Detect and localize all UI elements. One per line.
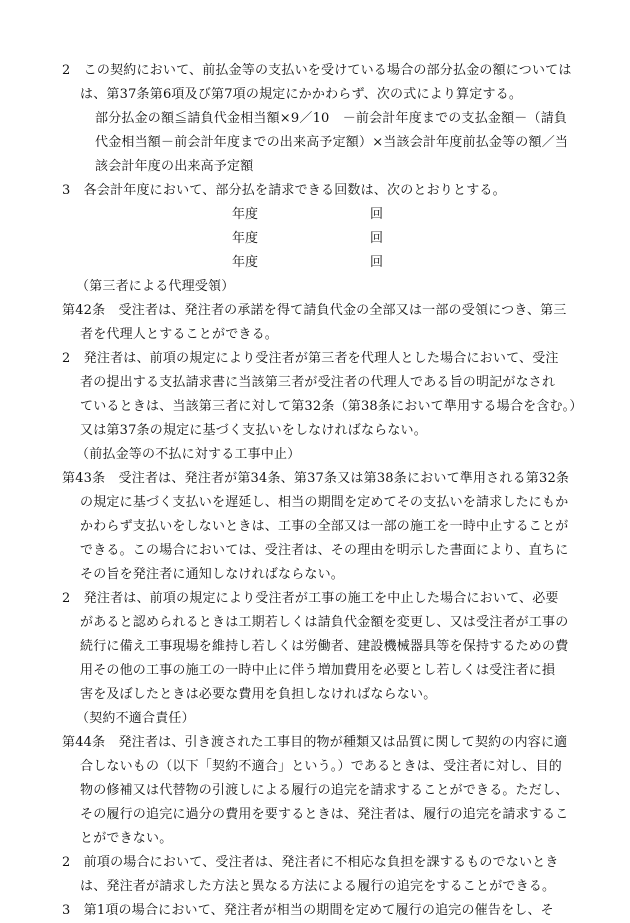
table-row xyxy=(0,227,630,251)
text-line: 合しないもの（以下「契約不適合」という。）であるときは、受注者に対し、目的 xyxy=(80,759,562,774)
times-cell: 回 xyxy=(370,255,384,270)
year-cell: 年度 xyxy=(232,255,259,270)
article-44-paragraph-3: 3 第1項の場合において、発注者が相当の期間を定めて履行の追完の催告をし、そ xyxy=(62,903,554,918)
text-line: 2 前項の場合において、受注者は、発注者に不相応な負担を課するものでないとき xyxy=(62,855,559,870)
text-line: があると認められるときは工期若しくは請負代金額を変更し、又は受注者が工事の xyxy=(80,615,569,630)
table-row xyxy=(0,251,630,275)
times-cell: 回 xyxy=(370,207,384,222)
text-line: ているときは、当該第三者に対して第32条（第38条において準用する場合を含む。） xyxy=(80,399,583,414)
year-cell: 年度 xyxy=(232,207,259,222)
article-42-heading: （第三者による代理受領） xyxy=(76,279,235,294)
text-line: その履行の追完に過分の費用を要するときは、発注者は、履行の追完を請求するこ xyxy=(80,807,569,822)
formula-line: 該会計年度の出来高予定額 xyxy=(95,159,254,174)
text-line: は、第37条第6項及び第7項の規定にかかわらず、次の式により算定する。 xyxy=(80,87,523,102)
times-cell: 回 xyxy=(370,231,384,246)
text-line: 物の修補又は代替物の引渡しによる履行の追完を請求することができる。ただし、 xyxy=(80,783,569,798)
text-line: の規定に基づく支払いを遅延し、相当の期間を定めてその支払いを請求したにもか xyxy=(80,495,569,510)
text-line: 又は第37条の規定に基づく支払いをしなければならない。 xyxy=(80,423,427,438)
text-line: 続行に備え工事現場を維持し若しくは労働者、建設機械器具等を保持するための費 xyxy=(80,639,569,654)
text-line: その旨を発注者に通知しなければならない。 xyxy=(80,567,345,582)
text-line: 第43条 受注者は、発注者が第34条、第37条又は第38条において準用される第32条 xyxy=(62,471,570,486)
text-line: 者を代理人とすることができる。 xyxy=(80,327,279,342)
text-line: 2 発注者は、前項の規定により受注者が工事の施工を中止した場合において、必要 xyxy=(62,591,559,606)
formula-line: 代金相当額－前会計年度までの出来高予定額）×当該会計年度前払金等の額／当 xyxy=(95,135,569,150)
text-line: 第44条 発注者は、引き渡された工事目的物が種類又は品質に関して契約の内容に適 xyxy=(62,735,568,750)
text-line: は、発注者が請求した方法と異なる方法による履行の追完をすることができる。 xyxy=(80,879,556,894)
text-line: 2 この契約において、前払金等の支払いを受けている場合の部分払金の額については xyxy=(62,63,572,78)
table-row xyxy=(0,203,630,227)
text-line: 2 発注者は、前項の規定により受注者が第三者を代理人とした場合において、受注 xyxy=(62,351,559,366)
text-line: できる。この場合においては、受注者は、その理由を明示した書面により、直ちに xyxy=(80,543,569,558)
text-line: 害を及ぼしたときは必要な費用を負担しなければならない。 xyxy=(80,687,437,702)
text-line: 第42条 受注者は、発注者の承諾を得て請負代金の全部又は一部の受領につき、第三 xyxy=(62,303,567,318)
text-line: かわらず支払いをしないときは、工事の全部又は一部の施工を一時中止することが xyxy=(80,519,569,534)
article-44-heading: （契約不適合責任） xyxy=(76,711,195,726)
year-cell: 年度 xyxy=(232,231,259,246)
paragraph-3-payment-count: 3 各会計年度において、部分払を請求できる回数は、次のとおりとする。 xyxy=(62,183,506,198)
text-line: 用その他の工事の施工の一時中止に伴う増加費用を必要とし若しくは受注者に損 xyxy=(80,663,556,678)
article-43-heading: （前払金等の不払に対する工事中止） xyxy=(76,447,301,462)
text-line: とができない。 xyxy=(80,831,173,846)
text-line: 者の提出する支払請求書に当該第三者が受注者の代理人である旨の明記がなされ xyxy=(80,375,556,390)
formula-line: 部分払金の額≦請負代金相当額×9／10 －前会計年度までの支払金額－（請負 xyxy=(95,111,568,126)
